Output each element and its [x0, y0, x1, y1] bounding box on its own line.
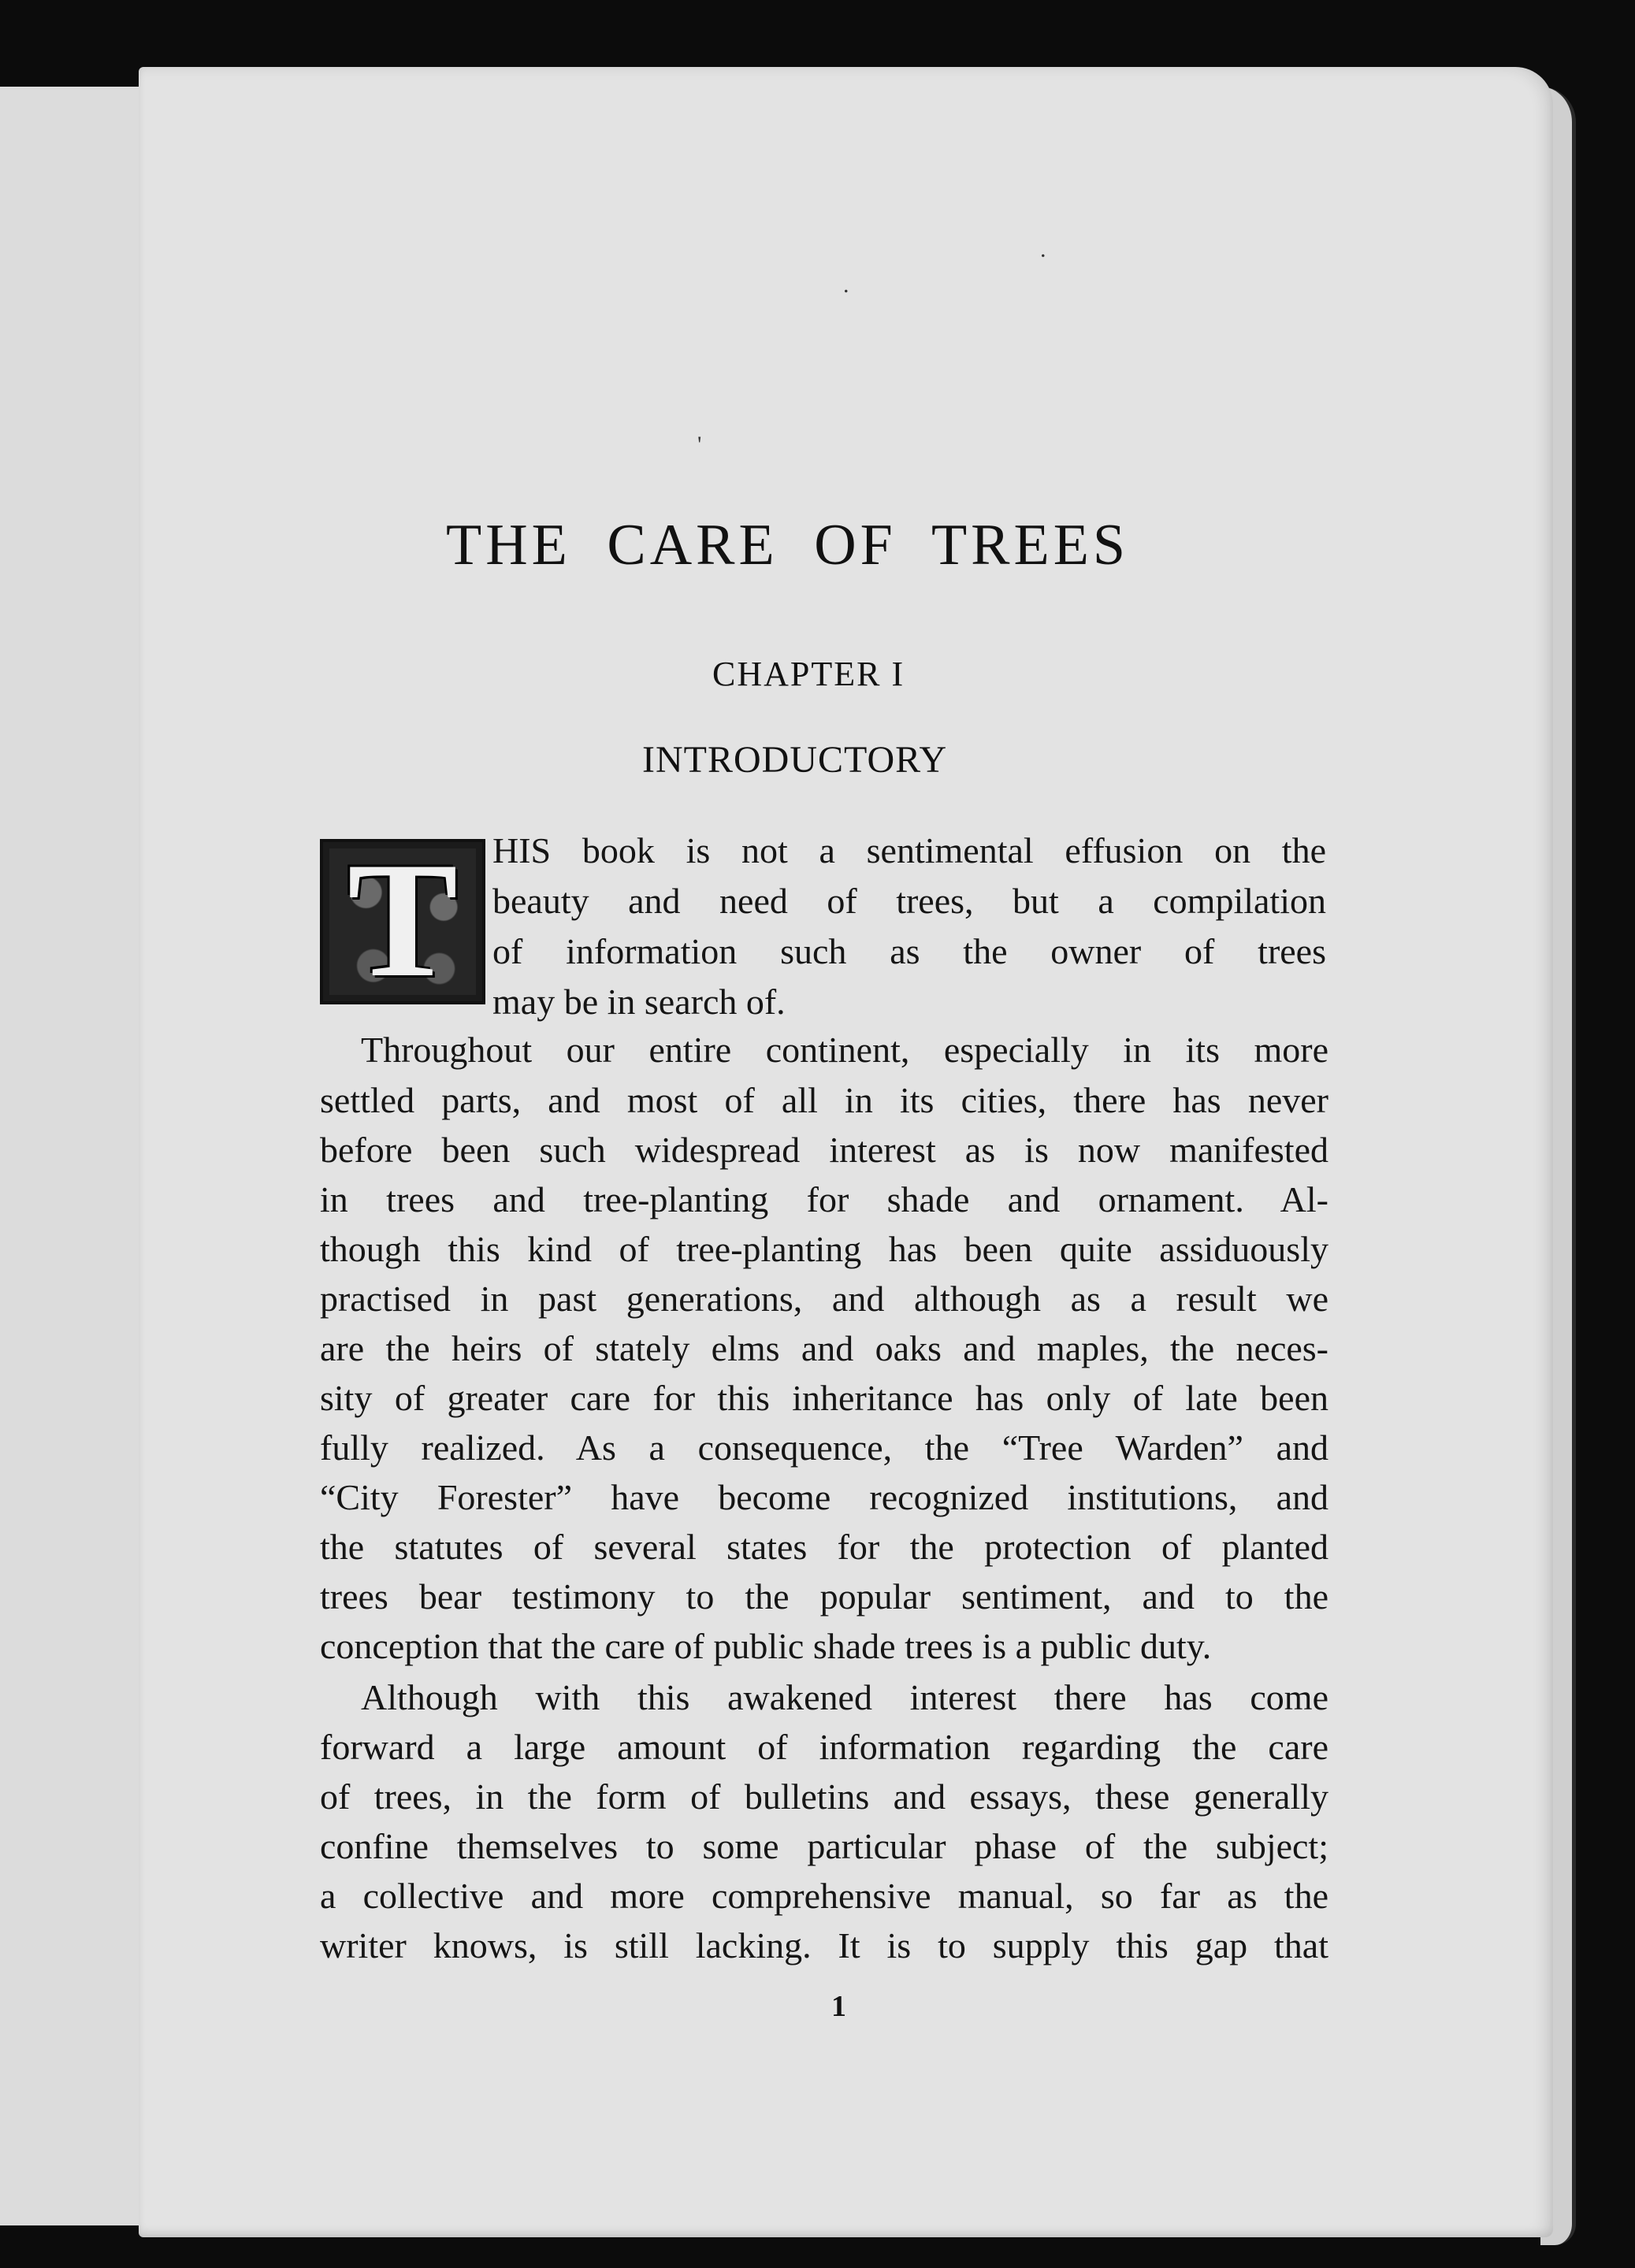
facing-page-edge: [0, 87, 145, 2225]
text-line: fully realized. As a consequence, the “Tree Warden” and: [320, 1427, 1328, 1468]
text-line: though this kind of tree-planting has been quite assiduously: [320, 1229, 1328, 1269]
text-line: confine themselves to some particular phase of the subject;: [320, 1826, 1328, 1866]
print-speck: .: [843, 272, 849, 298]
text-line: before been such widespread interest as is now manifested: [320, 1130, 1328, 1170]
ornamental-drop-cap: [320, 839, 485, 1004]
text-line: writer knows, is still lacking. It is to supply this gap that: [320, 1925, 1328, 1965]
text-line: of trees, in the form of bulletins and essays, these generally: [320, 1776, 1328, 1817]
text-line: trees bear testimony to the popular sentiment, and to the: [320, 1576, 1328, 1617]
text-line: may be in search of.: [492, 982, 786, 1022]
text-line: forward a large amount of information regarding the care: [320, 1727, 1328, 1767]
text-line: sity of greater care for this inheritance has only of late been: [320, 1378, 1328, 1418]
text-line: “City Forester” have become recognized institutions, and: [320, 1477, 1328, 1517]
text-line: are the heirs of stately elms and oaks and maples, the neces-: [320, 1328, 1328, 1368]
text-line: beauty and need of trees, but a compilation: [492, 881, 1326, 921]
text-line: practised in past generations, and although as a result we: [320, 1279, 1328, 1319]
chapter-heading: CHAPTER I: [712, 655, 905, 693]
text-line: of information such as the owner of trees: [492, 931, 1326, 971]
text-line: in trees and tree-planting for shade and ornament. Al-: [320, 1179, 1328, 1219]
text-line: conception that the care of public shade trees is a public duty.: [320, 1626, 1212, 1666]
page-number: 1: [831, 1990, 846, 2023]
print-speck: .: [1040, 236, 1046, 262]
text-line: Although with this awakened interest there has come: [361, 1677, 1328, 1717]
chapter-title: INTRODUCTORY: [642, 739, 948, 781]
text-line: HIS book is not a sentimental effusion on the: [492, 830, 1326, 870]
text-line: the statutes of several states for the protection of planted: [320, 1527, 1328, 1567]
book-title: THE CARE OF TREES: [446, 513, 1130, 577]
text-line: settled parts, and most of all in its cities, there has never: [320, 1080, 1328, 1120]
text-line: a collective and more comprehensive manual, so far as the: [320, 1876, 1328, 1916]
print-speck: ': [697, 432, 702, 458]
drop-cap-letter: T: [347, 839, 459, 1004]
text-line: Throughout our entire continent, especially in its more: [361, 1030, 1328, 1070]
